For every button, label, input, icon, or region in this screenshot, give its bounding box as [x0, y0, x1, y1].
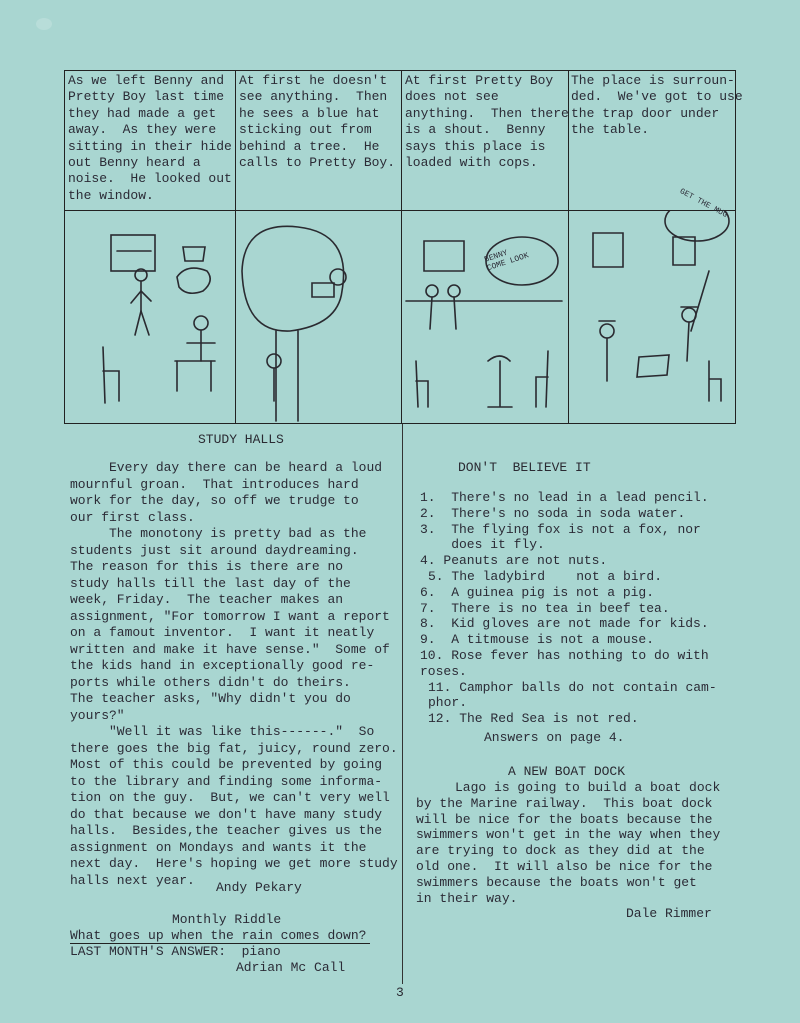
list-item: 7. There is no tea in beef tea. — [420, 600, 670, 616]
shout-text: GET THE MUG — [677, 187, 729, 220]
riddle-title: Monthly Riddle — [172, 912, 282, 927]
comic-caption-1: As we left Benny and Pretty Boy last time they had made a get away. As they were sitting in their hide out Benny heard a noise. He looked out the window. — [68, 73, 232, 203]
list-item: 5. The ladybird not a bird. — [428, 568, 663, 584]
list-item: 9. A titmouse is not a mouse. — [420, 632, 655, 648]
riddle-last-answer: LAST MONTH'S ANSWER: piano — [70, 944, 281, 959]
comic-caption-3: At first Pretty Boy does not see anything. Then there is a shout. Benny says this place is loaded with cops. — [405, 73, 569, 171]
list-item: 10. Rose fever has nothing to do with roses. — [420, 647, 709, 679]
boat-dock-author: Dale Rimmer — [626, 906, 712, 921]
boat-dock-body: Lago is going to build a boat dock by the Marine railway. This boat dock will be nice for the boats because the swimmers won't get in the way when they are trying to dock as they did at the old one. It will also be nice for the swimmers because the boats won't get in their way. — [416, 780, 721, 906]
dont-believe-list — [420, 490, 717, 727]
paper-mark — [36, 18, 52, 30]
list-item: 3. The flying fox is not a fox, nor does it fly. — [420, 521, 701, 553]
study-halls-title: STUDY HALLS — [198, 432, 284, 447]
speech-bubble-text: BENNY COME LOOK — [483, 248, 530, 274]
study-halls-body: Every day there can be heard a loud mournful groan. That introduces hard work for the day, so off we trudge to our first class. The monotony is pretty bad as the students just sit around daydreaming. The reason for this is there are no study halls till the last day of the week, Friday. The teacher makes an assignment, "For tomorrow I want a report on a famout inventor. I want it neatly written and make it have sense." Some of the kids hand in exceptionally good re- ports while others didn't do theirs. The teacher asks, "Why didn't you do yours?" "Well it was like this------." So there goes the big fat, juicy, round zero. Most of this could be prevented by going to the library and finding some informa- tion on the guy. But, we can't very well do that because we don't have many study halls. Besides,the teacher gives us the assignment on Mondays and wants it the next day. Here's hoping we get more study halls next year. — [70, 460, 398, 888]
list-item: 2. There's no soda in soda water. — [420, 505, 686, 521]
list-item: 8. Kid gloves are not made for kids. — [420, 616, 709, 632]
answers-note: Answers on page 4. — [484, 730, 625, 745]
comic-caption-2: At first he doesn't see anything. Then he sees a blue hat sticking out from behind a tree. He calls to Pretty Boy. — [239, 73, 396, 171]
riddle-question: What goes up when the rain comes down? — [70, 928, 367, 943]
page-number: 3 — [396, 985, 404, 1000]
riddle-author: Adrian Mc Call — [236, 960, 346, 975]
comic-panel-3-drawing — [402, 211, 568, 423]
boat-dock-title: A NEW BOAT DOCK — [508, 764, 626, 779]
list-item: 6. A guinea pig is not a pig. — [420, 584, 655, 600]
comic-panel-1-drawing — [65, 211, 235, 423]
comic-panel-2-drawing — [236, 211, 401, 423]
comic-panel-4-drawing — [569, 211, 736, 423]
list-item: 11. Camphor balls do not contain cam- phor. — [428, 679, 717, 711]
column-divider — [402, 424, 403, 984]
list-item: 1. There's no lead in a lead pencil. — [420, 490, 709, 505]
dont-believe-title: DON'T BELIEVE IT — [458, 460, 591, 475]
comic-strip — [64, 70, 743, 424]
list-item: 12. The Red Sea is not red. — [428, 711, 639, 727]
comic-caption-4: The place is surroun- ded. We've got to use the trap door under the table. — [571, 73, 743, 138]
list-item: 4. Peanuts are not nuts. — [420, 553, 608, 569]
study-halls-author: Andy Pekary — [216, 880, 302, 895]
